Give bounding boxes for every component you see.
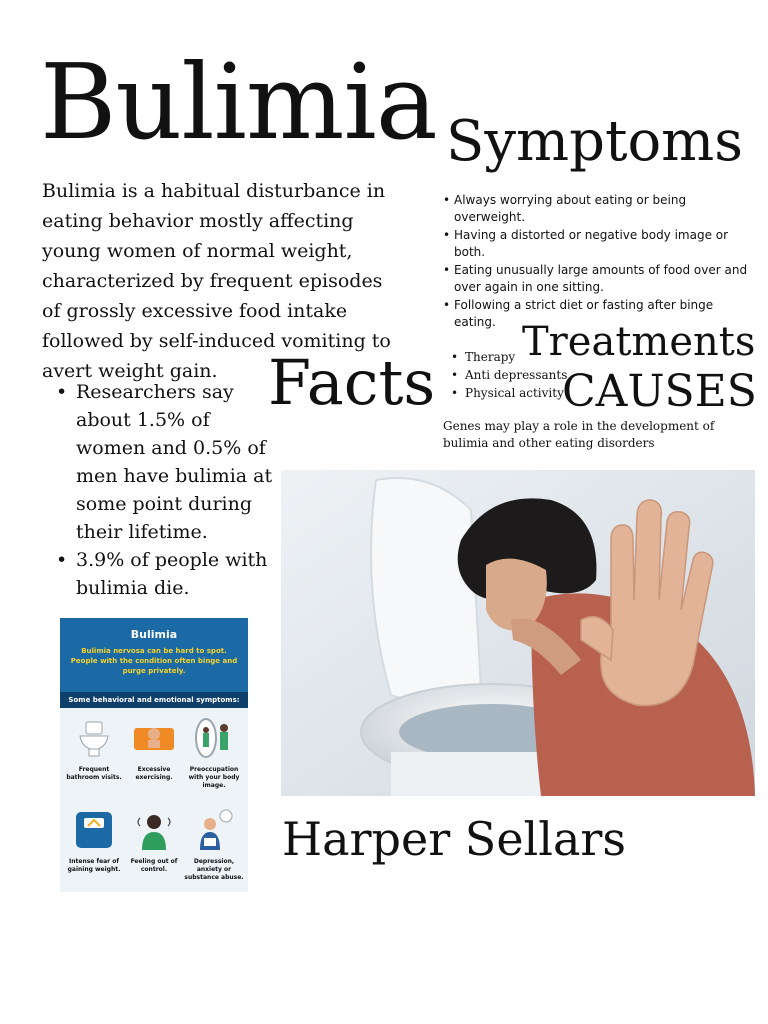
- cell-caption: Frequent bathroom visits.: [66, 766, 122, 781]
- symptom-item: • Following a strict diet or fasting after binge eating.: [443, 297, 753, 331]
- treatments-list: [449, 348, 567, 402]
- author-name: Harper Sellars: [282, 812, 626, 866]
- toilet-photo: [281, 470, 755, 796]
- infographic-cell: [184, 800, 244, 890]
- dumbbell-icon: [132, 716, 176, 760]
- symptom-item: • Having a distorted or negative body image or both.: [443, 227, 753, 261]
- toilet-icon: [72, 716, 116, 760]
- stressed-person-icon: [132, 808, 176, 852]
- photo-illustration: [281, 470, 755, 796]
- fact-item: • 3.9% of people with bulimia die.: [52, 546, 274, 602]
- treatment-item: • Physical activity: [449, 384, 567, 402]
- infographic-bar: Some behavioral and emotional symptoms:: [60, 692, 248, 708]
- causes-heading: CAUSES: [562, 366, 757, 417]
- infographic-panel: [60, 708, 248, 892]
- cell-caption: Intense fear of gaining weight.: [67, 858, 121, 873]
- cell-caption: Preoccupation with your body image.: [188, 766, 240, 789]
- cell-caption: Excessive exercising.: [135, 766, 173, 781]
- infographic-cell: [184, 708, 244, 798]
- toilet-lid: [371, 478, 481, 701]
- infographic-cell: [124, 800, 184, 890]
- scale-icon: [72, 808, 116, 852]
- cell-caption: Feeling out of control.: [130, 858, 178, 873]
- infographic-cell: [64, 800, 124, 890]
- page-title: Bulimia: [40, 41, 437, 163]
- facts-list: [52, 378, 274, 602]
- facts-heading: Facts: [268, 346, 436, 419]
- infographic-title: Bulimia: [130, 628, 178, 641]
- infographic-cell: [64, 708, 124, 798]
- symptoms-list: [443, 192, 753, 332]
- treatment-item: • Anti depressants: [449, 366, 567, 384]
- infographic-cell: [124, 708, 184, 798]
- causes-text: Genes may play a role in the development of bulimia and other eating disorders: [443, 419, 715, 450]
- fact-item: • Researchers say about 1.5% of women and 0.5% of men have bulimia at some point during their lifetime.: [52, 378, 274, 546]
- sad-person-icon: [192, 808, 236, 852]
- cell-caption: Depression, anxiety or substance abuse.: [184, 858, 244, 881]
- intro-paragraph: Bulimia is a habitual disturbance in eating behavior mostly affecting young women of normal weight, characterized by frequent episodes of grossly excessive food intake followed by self-induced vomiting to avert weight gain.: [42, 180, 391, 382]
- infographic-subtitle: Bulimia nervosa can be hard to spot. People with the condition often binge and purge privately.: [70, 647, 238, 675]
- symptoms-heading: Symptoms: [446, 109, 744, 174]
- treatments-heading: Treatments: [522, 319, 756, 365]
- symptom-item: • Always worrying about eating or being overweight.: [443, 192, 753, 226]
- treatment-item: • Therapy: [449, 348, 567, 366]
- symptom-item: • Eating unusually large amounts of food over and over again in one sitting.: [443, 262, 753, 296]
- bulimia-infographic: [60, 618, 248, 892]
- mirror-icon: [192, 716, 236, 760]
